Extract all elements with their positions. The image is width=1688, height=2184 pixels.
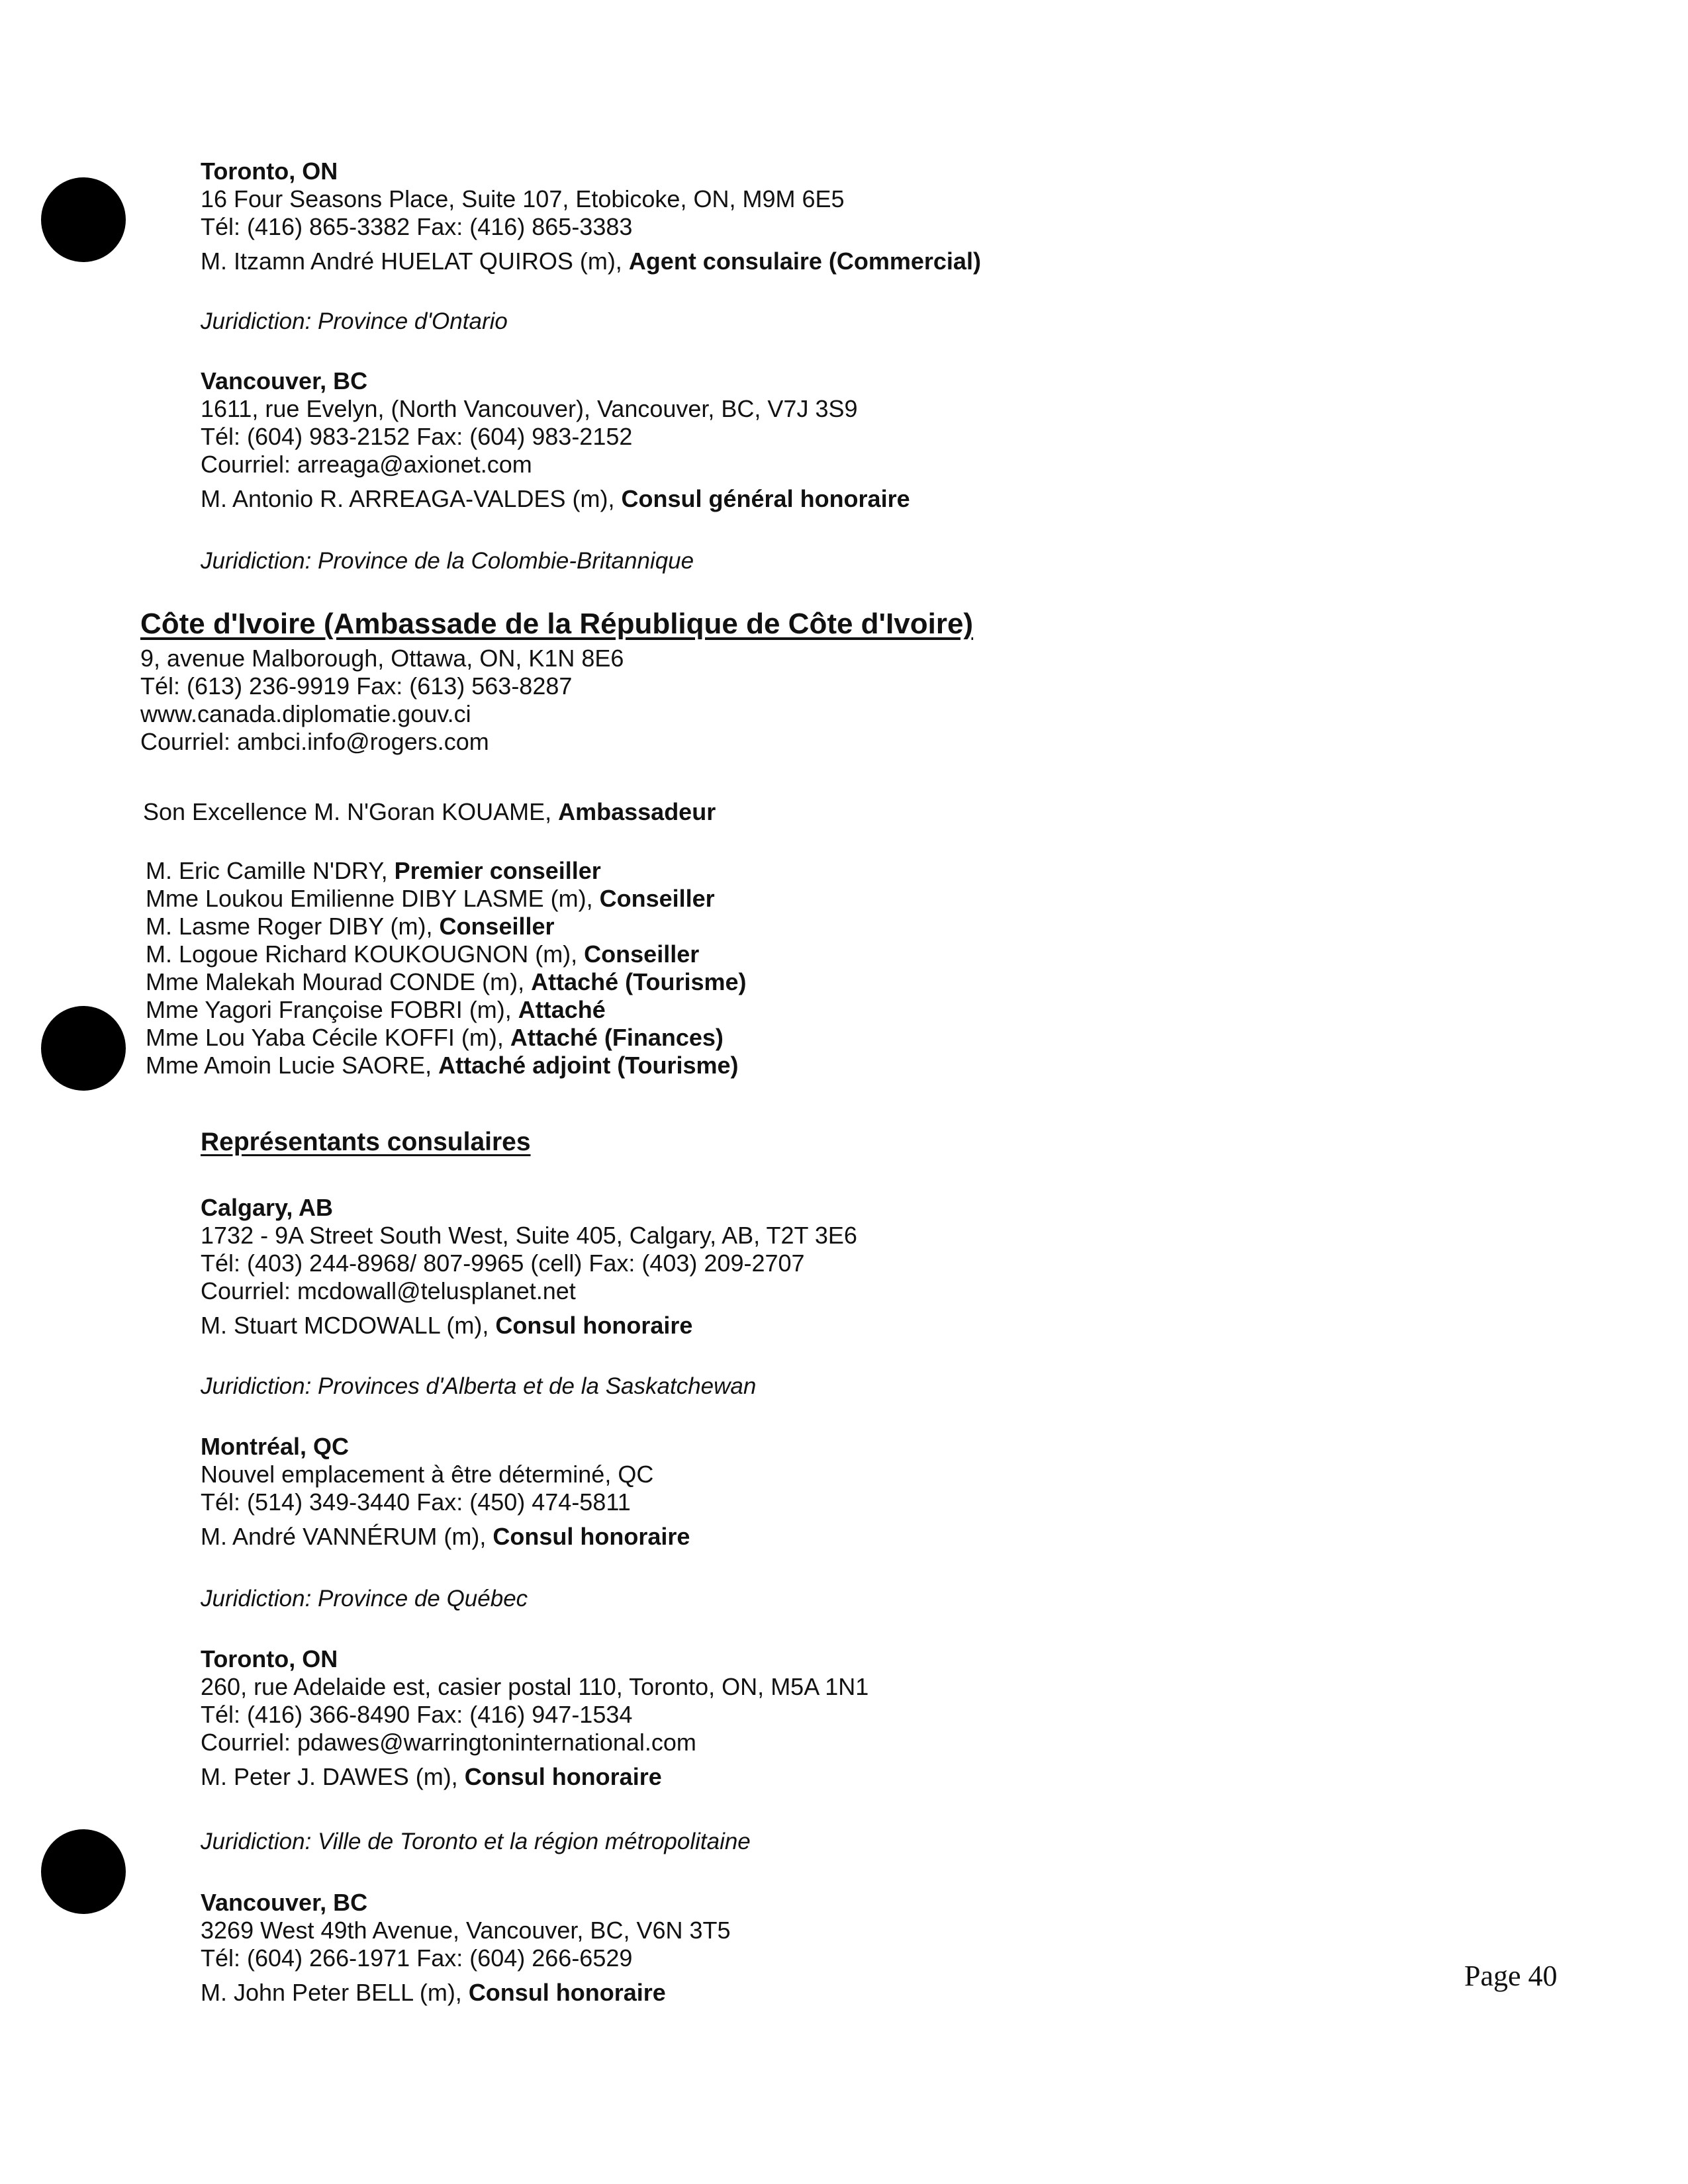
punch-hole-top bbox=[41, 177, 126, 262]
staff-role: Attaché (Tourisme) bbox=[531, 968, 747, 995]
person-role: Consul honoraire bbox=[495, 1312, 693, 1339]
staff-member bbox=[146, 968, 1403, 996]
entry-vancouver-top bbox=[201, 367, 1458, 513]
staff-name: Mme Loukou Emilienne DIBY LASME (m), bbox=[146, 885, 600, 912]
embassy-address: 9, avenue Malborough, Ottawa, ON, K1N 8E6 bbox=[140, 645, 624, 672]
person-name: M. Peter J. DAWES (m), bbox=[201, 1763, 465, 1790]
city-heading: Vancouver, BC bbox=[201, 367, 368, 394]
phone-fax: Tél: (416) 366-8490 Fax: (416) 947-1534 bbox=[201, 1701, 633, 1728]
address: 1732 - 9A Street South West, Suite 405, Calgary, AB, T2T 3E6 bbox=[201, 1222, 857, 1249]
consular-section-title: Représentants consulaires bbox=[201, 1128, 531, 1156]
address: 3269 West 49th Avenue, Vancouver, BC, V6N 3T5 bbox=[201, 1917, 731, 1944]
staff-role: Conseiller bbox=[439, 913, 555, 940]
staff-name: M. Eric Camille N'DRY, bbox=[146, 857, 395, 884]
city-heading: Montréal, QC bbox=[201, 1433, 350, 1460]
person bbox=[201, 1523, 1458, 1551]
embassy-website: www.canada.diplomatie.gouv.ci bbox=[140, 700, 471, 727]
jurisdiction: Juridiction: Provinces d'Alberta et de la Saskatchewan bbox=[201, 1373, 757, 1399]
entry-vancouver-consular bbox=[201, 1889, 1458, 2007]
embassy-contact bbox=[140, 645, 1398, 756]
person-role: Consul honoraire bbox=[468, 1979, 666, 2006]
email: Courriel: arreaga@axionet.com bbox=[201, 451, 532, 478]
staff-name: Mme Malekah Mourad CONDE (m), bbox=[146, 968, 532, 995]
address: 1611, rue Evelyn, (North Vancouver), Vancouver, BC, V7J 3S9 bbox=[201, 395, 858, 422]
phone-fax: Tél: (604) 266-1971 Fax: (604) 266-6529 bbox=[201, 1944, 633, 1972]
staff-member bbox=[146, 857, 1403, 885]
embassy-staff-list bbox=[146, 857, 1403, 1079]
staff-role: Premier conseiller bbox=[394, 857, 601, 884]
page-number: Page 40 bbox=[1464, 1960, 1558, 1992]
person bbox=[201, 1979, 1458, 2007]
entry-montreal bbox=[201, 1433, 1458, 1551]
staff-role: Attaché bbox=[518, 996, 606, 1023]
embassy-title: Côte d'Ivoire (Ambassade de la République de Côte d'Ivoire) bbox=[140, 608, 974, 640]
ambassador-role: Ambassadeur bbox=[558, 798, 716, 825]
email: Courriel: mcdowall@telusplanet.net bbox=[201, 1277, 576, 1304]
punch-hole-middle bbox=[41, 1006, 126, 1091]
staff-member bbox=[146, 913, 1403, 940]
staff-role: Attaché (Finances) bbox=[510, 1024, 724, 1051]
jurisdiction: Juridiction: Ville de Toronto et la région métropolitaine bbox=[201, 1829, 751, 1854]
staff-name: Mme Amoin Lucie SAORE, bbox=[146, 1052, 439, 1079]
person bbox=[201, 1312, 1458, 1340]
address: Nouvel emplacement à être déterminé, QC bbox=[201, 1461, 654, 1488]
email: Courriel: pdawes@warringtoninternational.com bbox=[201, 1729, 696, 1756]
entry-calgary bbox=[201, 1194, 1458, 1340]
city-heading: Toronto, ON bbox=[201, 1645, 338, 1672]
person bbox=[201, 1763, 1458, 1791]
staff-member bbox=[146, 1024, 1403, 1052]
person-name: M. Itzamn André HUELAT QUIROS (m), bbox=[201, 248, 629, 275]
staff-member bbox=[146, 940, 1403, 968]
city-heading: Calgary, AB bbox=[201, 1194, 334, 1221]
address: 260, rue Adelaide est, casier postal 110, Toronto, ON, M5A 1N1 bbox=[201, 1673, 869, 1700]
person bbox=[201, 248, 1458, 275]
jurisdiction: Juridiction: Province de Québec bbox=[201, 1586, 528, 1612]
ambassador-name: Son Excellence M. N'Goran KOUAME, bbox=[143, 798, 559, 825]
ambassador bbox=[143, 798, 1401, 826]
entry-toronto-consular bbox=[201, 1645, 1458, 1791]
punch-hole-bottom bbox=[41, 1829, 126, 1914]
staff-role: Conseiller bbox=[599, 885, 715, 912]
person-role: Consul honoraire bbox=[492, 1523, 690, 1550]
person-role: Consul général honoraire bbox=[621, 485, 910, 512]
staff-name: M. Lasme Roger DIBY (m), bbox=[146, 913, 440, 940]
phone-fax: Tél: (604) 983-2152 Fax: (604) 983-2152 bbox=[201, 423, 633, 450]
staff-member bbox=[146, 996, 1403, 1024]
address: 16 Four Seasons Place, Suite 107, Etobicoke, ON, M9M 6E5 bbox=[201, 185, 845, 212]
staff-name: M. Logoue Richard KOUKOUGNON (m), bbox=[146, 940, 585, 968]
jurisdiction: Juridiction: Province d'Ontario bbox=[201, 308, 508, 334]
person-name: M. John Peter BELL (m), bbox=[201, 1979, 469, 2006]
staff-role: Conseiller bbox=[584, 940, 700, 968]
phone-fax: Tél: (416) 865-3382 Fax: (416) 865-3383 bbox=[201, 213, 633, 240]
staff-name: Mme Yagori Françoise FOBRI (m), bbox=[146, 996, 518, 1023]
person-name: M. Stuart MCDOWALL (m), bbox=[201, 1312, 496, 1339]
embassy-phone-fax: Tél: (613) 236-9919 Fax: (613) 563-8287 bbox=[140, 672, 573, 700]
staff-name: Mme Lou Yaba Cécile KOFFI (m), bbox=[146, 1024, 510, 1051]
phone-fax: Tél: (514) 349-3440 Fax: (450) 474-5811 bbox=[201, 1488, 631, 1516]
person-name: M. André VANNÉRUM (m), bbox=[201, 1523, 493, 1550]
person-role: Agent consulaire (Commercial) bbox=[628, 248, 981, 275]
staff-member bbox=[146, 1052, 1403, 1079]
city-heading: Toronto, ON bbox=[201, 158, 338, 185]
person-name: M. Antonio R. ARREAGA-VALDES (m), bbox=[201, 485, 622, 512]
phone-fax: Tél: (403) 244-8968/ 807-9965 (cell) Fax: (403) 209-2707 bbox=[201, 1250, 805, 1277]
staff-role: Attaché adjoint (Tourisme) bbox=[438, 1052, 739, 1079]
person bbox=[201, 485, 1458, 513]
embassy-email: Courriel: ambci.info@rogers.com bbox=[140, 728, 489, 755]
jurisdiction: Juridiction: Province de la Colombie-Britannique bbox=[201, 548, 694, 574]
entry-toronto-top bbox=[201, 158, 1458, 275]
person-role: Consul honoraire bbox=[464, 1763, 662, 1790]
city-heading: Vancouver, BC bbox=[201, 1889, 368, 1916]
staff-member bbox=[146, 885, 1403, 913]
